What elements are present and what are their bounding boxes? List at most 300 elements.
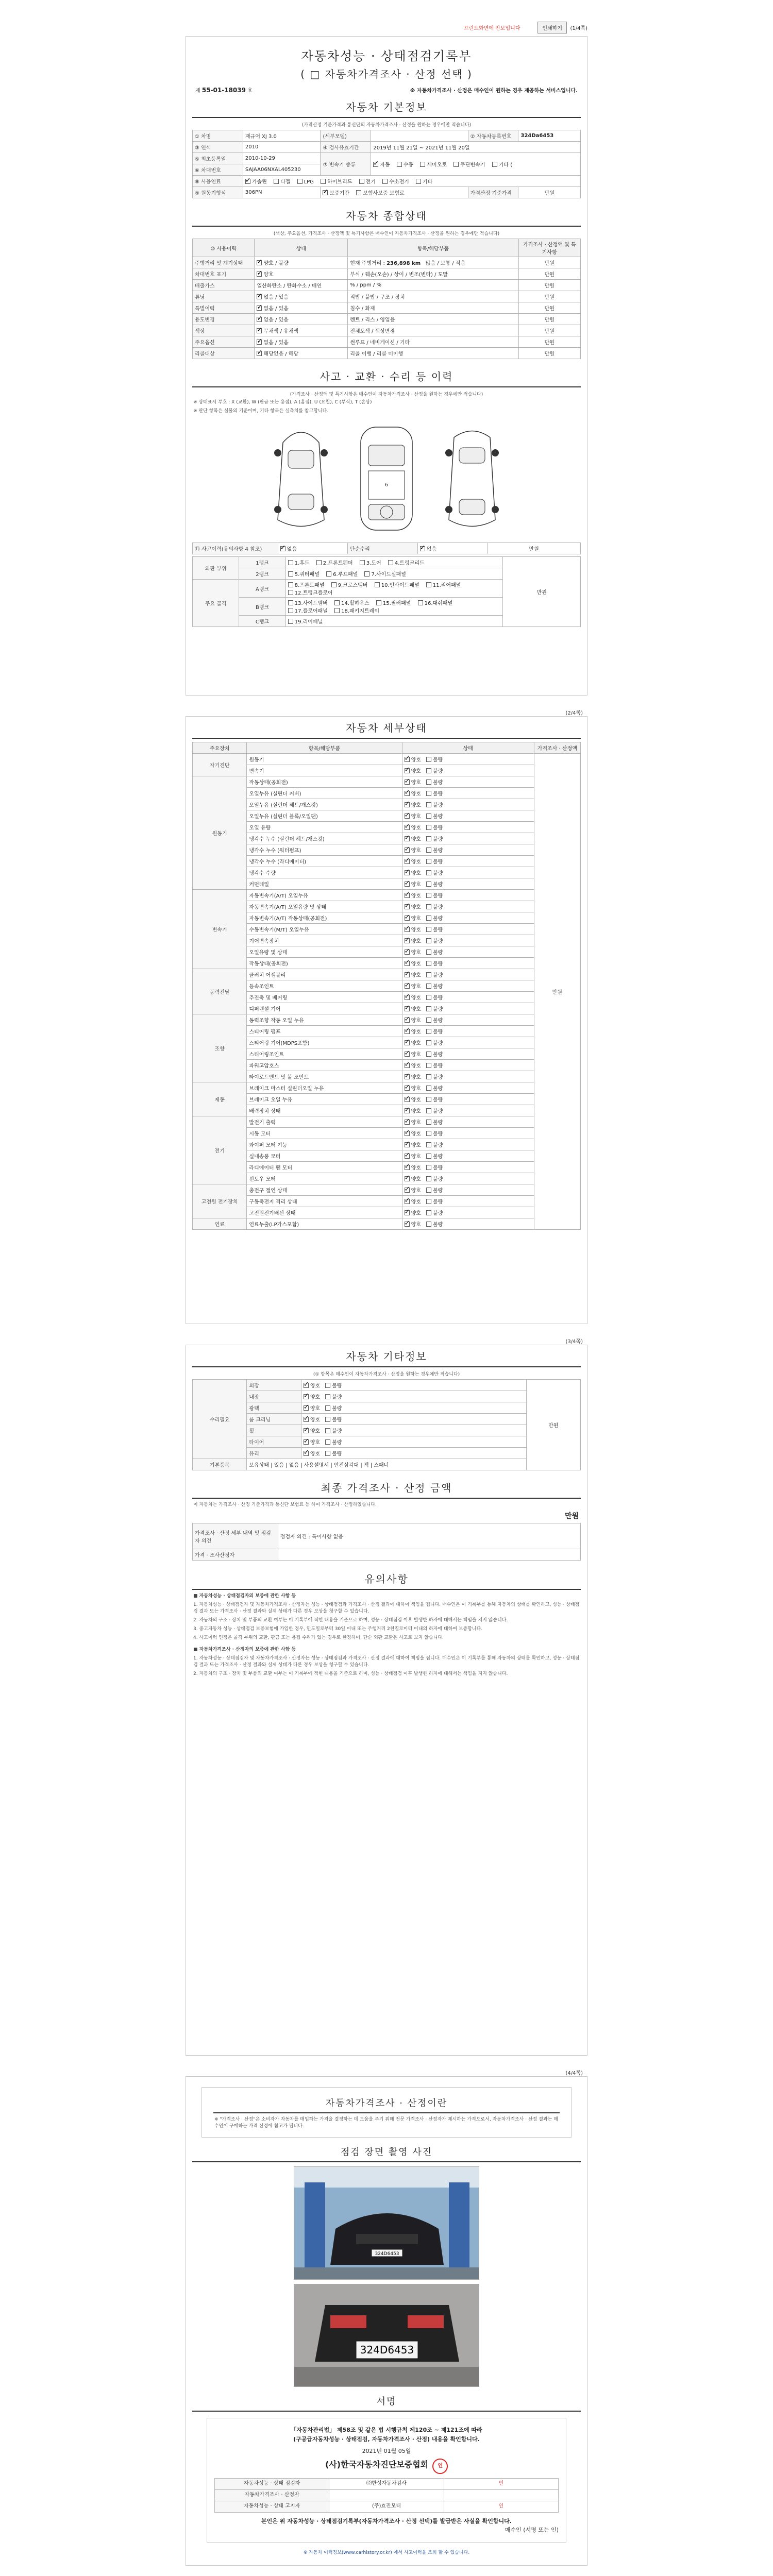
other-item-label: 룸 크리닝 bbox=[247, 1414, 301, 1425]
checkbox[interactable] bbox=[426, 1199, 431, 1204]
checkbox[interactable] bbox=[364, 571, 369, 577]
checkbox[interactable] bbox=[257, 328, 262, 333]
table-row bbox=[193, 1414, 581, 1425]
item-state bbox=[402, 1048, 534, 1060]
row-price: 만원 bbox=[518, 314, 581, 325]
checkbox[interactable] bbox=[405, 870, 410, 875]
item-label: 냉각수 누수 (라디에이터) bbox=[247, 856, 402, 867]
checkbox[interactable] bbox=[405, 1097, 410, 1102]
car-front-photo bbox=[294, 2167, 479, 2280]
checkbox[interactable] bbox=[325, 1405, 330, 1411]
history-label: ⑪ 사고이력(유의사항 4 참조) bbox=[193, 543, 278, 554]
group-label: 자기진단 bbox=[193, 754, 247, 776]
checkbox[interactable] bbox=[334, 608, 340, 613]
checkbox[interactable] bbox=[405, 779, 410, 785]
checkbox[interactable] bbox=[304, 1383, 309, 1388]
state-option bbox=[426, 1018, 443, 1024]
state-text: 없음 / 있음 bbox=[263, 317, 289, 323]
checkbox[interactable] bbox=[405, 1063, 410, 1068]
state-option bbox=[426, 757, 443, 763]
sign-date: 2021년 01월 05일 bbox=[362, 2448, 411, 2455]
checkbox[interactable] bbox=[325, 1383, 330, 1388]
option-hybrid: 하이브리드 bbox=[327, 179, 352, 185]
state-text: 양호 bbox=[411, 905, 421, 910]
checkbox[interactable] bbox=[257, 260, 262, 265]
row-label: 특별이력 bbox=[193, 302, 255, 314]
checkbox[interactable] bbox=[426, 870, 431, 875]
checkbox[interactable] bbox=[304, 1439, 309, 1445]
checkbox[interactable] bbox=[426, 916, 431, 921]
table-header-row bbox=[193, 239, 581, 257]
checkbox[interactable] bbox=[426, 938, 431, 943]
checkbox[interactable] bbox=[426, 1086, 431, 1091]
item-label: 디퍼렌셜 기어 bbox=[247, 1003, 402, 1014]
checkbox[interactable] bbox=[426, 1154, 431, 1159]
item-state bbox=[402, 890, 534, 901]
table-row bbox=[193, 557, 581, 568]
col-price: 가격조사 · 산정액 bbox=[534, 742, 580, 754]
state-text: 불량 bbox=[432, 1188, 443, 1194]
checkbox[interactable] bbox=[405, 848, 410, 853]
checkbox[interactable] bbox=[405, 1108, 410, 1113]
item-label: 구동축전지 격리 상태 bbox=[247, 1196, 402, 1207]
other-item-state bbox=[301, 1391, 526, 1402]
table-row bbox=[193, 257, 581, 268]
rank-b: B랭크 bbox=[239, 598, 285, 616]
detail-price: 만원 bbox=[534, 754, 580, 1230]
checkbox[interactable] bbox=[405, 1120, 410, 1125]
final-table bbox=[192, 1523, 581, 1561]
checkbox[interactable] bbox=[325, 1439, 330, 1445]
checkbox-hydrogen[interactable] bbox=[382, 179, 388, 184]
state-option bbox=[426, 791, 443, 797]
checkbox[interactable] bbox=[405, 802, 410, 807]
checkbox[interactable] bbox=[426, 893, 431, 898]
checkbox[interactable] bbox=[426, 802, 431, 807]
table-row bbox=[193, 1082, 581, 1094]
checkbox[interactable] bbox=[426, 972, 431, 977]
checkbox[interactable] bbox=[316, 560, 322, 565]
state-text: 없음 / 있음 bbox=[263, 295, 289, 300]
checkbox[interactable] bbox=[426, 825, 431, 830]
state-option bbox=[405, 848, 421, 854]
checkbox[interactable] bbox=[304, 1451, 309, 1456]
checkbox[interactable] bbox=[426, 1131, 431, 1136]
option-other: 기타 ( bbox=[498, 162, 513, 168]
caution-subtitle-1: ■ 자동차성능 · 상태점검자의 보증에 관한 사항 등 bbox=[193, 1594, 296, 1599]
history-link[interactable]: ※ 자동차 이력정보(www.carhistory.or.kr) 에서 사고이력을 조회 할 수 있습니다. bbox=[303, 2550, 470, 2556]
checkbox[interactable] bbox=[405, 1176, 410, 1181]
state-text: 불량 bbox=[332, 1429, 342, 1434]
checkbox[interactable] bbox=[426, 582, 431, 587]
checkbox[interactable] bbox=[405, 904, 410, 909]
checkbox[interactable] bbox=[304, 1428, 309, 1433]
checkbox[interactable] bbox=[405, 893, 410, 898]
part: 12.트렁크플로어 bbox=[294, 590, 333, 597]
checkbox[interactable] bbox=[426, 848, 431, 853]
checkbox[interactable] bbox=[325, 1394, 330, 1399]
checkbox[interactable] bbox=[426, 1120, 431, 1125]
checkbox[interactable] bbox=[257, 294, 262, 299]
checkbox[interactable] bbox=[325, 1451, 330, 1456]
table-row bbox=[193, 1026, 581, 1037]
table-row bbox=[193, 314, 581, 325]
state-option bbox=[426, 882, 443, 888]
state-text: 양호 bbox=[411, 1109, 421, 1114]
part: 16.대쉬패널 bbox=[424, 601, 453, 607]
table-row bbox=[193, 1549, 581, 1561]
state-text: 양호 bbox=[411, 757, 421, 763]
document-header bbox=[186, 46, 587, 81]
model-value: 재규어 XJ 3.0 bbox=[243, 130, 321, 142]
transmission-options bbox=[371, 153, 581, 176]
checkbox[interactable] bbox=[426, 1052, 431, 1057]
group-label: 고전원 전기장치 bbox=[193, 1184, 247, 1218]
item-state bbox=[402, 1207, 534, 1218]
table-row bbox=[193, 992, 581, 1003]
checkbox[interactable] bbox=[405, 1154, 410, 1159]
col-item: 항목/해당부품 bbox=[247, 742, 402, 754]
checkbox[interactable] bbox=[426, 904, 431, 909]
item-label: 냉각수 누수 (워터펌프) bbox=[247, 844, 402, 856]
front-photo bbox=[294, 2166, 479, 2280]
checkbox-gasoline[interactable] bbox=[245, 179, 250, 184]
checkbox-electric[interactable] bbox=[359, 179, 364, 184]
table-row bbox=[193, 946, 581, 958]
state-text: 양호 bbox=[310, 1417, 321, 1423]
checkbox[interactable] bbox=[405, 1018, 410, 1023]
checkbox[interactable] bbox=[426, 757, 431, 762]
checkbox[interactable] bbox=[304, 1394, 309, 1399]
checkbox[interactable] bbox=[257, 351, 262, 356]
checkbox[interactable] bbox=[426, 1210, 431, 1215]
checkbox[interactable] bbox=[426, 1063, 431, 1068]
summary-table bbox=[192, 239, 581, 359]
checkbox[interactable] bbox=[375, 582, 380, 587]
state-option bbox=[405, 984, 421, 990]
dealer-value: (주)효진모터 bbox=[329, 2501, 444, 2512]
state-option bbox=[426, 1143, 443, 1148]
state-option bbox=[426, 1222, 443, 1228]
state-option bbox=[304, 1440, 320, 1446]
checkbox[interactable] bbox=[405, 1086, 410, 1091]
item-label: 냉각수 누수 (실린더 헤드/개스킷) bbox=[247, 833, 402, 844]
checkbox[interactable] bbox=[426, 1040, 431, 1045]
checkbox[interactable] bbox=[405, 1165, 410, 1170]
item-state bbox=[402, 1162, 534, 1173]
table-row bbox=[193, 1116, 581, 1128]
checkbox[interactable] bbox=[426, 791, 431, 796]
part: 6.루프패널 bbox=[333, 572, 358, 578]
state-text: 불량 bbox=[432, 950, 443, 956]
state-text: 불량 bbox=[432, 905, 443, 910]
state-text: 불량 bbox=[432, 939, 443, 944]
table-row bbox=[193, 1196, 581, 1207]
item-label: 스티어링조인트 bbox=[247, 1048, 402, 1060]
option-gasoline: 가솔린 bbox=[251, 179, 267, 185]
checkbox-other[interactable] bbox=[492, 162, 497, 167]
checkbox[interactable] bbox=[405, 1052, 410, 1057]
state-text: 불량 bbox=[432, 1075, 443, 1080]
state-text: 양호 bbox=[411, 882, 421, 888]
model-label: ① 차명 bbox=[193, 130, 243, 142]
checkbox[interactable] bbox=[405, 791, 410, 796]
row-label: 색상 bbox=[193, 325, 255, 336]
checkbox[interactable] bbox=[257, 317, 262, 322]
sign-text-1: 「자동차관리법」 제58조 및 같은 법 시행규칙 제120조 ~ 제121조에 따라 bbox=[291, 2427, 482, 2434]
checkbox-fuel-other[interactable] bbox=[416, 179, 421, 184]
first-registration-label: ⑤ 최초등록일 bbox=[193, 153, 243, 164]
summary-title: 자동차 종합상태 bbox=[346, 210, 427, 222]
checkbox[interactable] bbox=[280, 546, 285, 551]
checkbox[interactable] bbox=[405, 859, 410, 864]
option-fuel-other: 기타 bbox=[422, 179, 433, 185]
checkbox[interactable] bbox=[325, 1417, 330, 1422]
checkbox[interactable] bbox=[405, 1199, 410, 1204]
checkbox[interactable] bbox=[405, 1029, 410, 1034]
checkbox[interactable] bbox=[388, 560, 393, 565]
checkbox[interactable] bbox=[405, 1131, 410, 1136]
state-option bbox=[405, 1143, 421, 1148]
checkbox[interactable] bbox=[288, 608, 293, 613]
checkbox[interactable] bbox=[426, 836, 431, 841]
state-text: 양호 bbox=[411, 939, 421, 944]
checkbox[interactable] bbox=[426, 1074, 431, 1079]
photo-title: 점검 장면 촬영 사진 bbox=[340, 2147, 433, 2158]
checkbox[interactable] bbox=[405, 927, 410, 932]
checkbox-warranty[interactable] bbox=[323, 190, 328, 195]
checkbox[interactable] bbox=[426, 1176, 431, 1181]
table-row bbox=[193, 810, 581, 822]
accident-note: (가격조사 · 산정액 및 특기사항은 매수인이 자동차가격조사 · 산정을 원하는 경우에만 적습니다) bbox=[290, 392, 483, 397]
checkbox[interactable] bbox=[405, 1074, 410, 1079]
checkbox[interactable] bbox=[376, 600, 381, 605]
checkbox[interactable] bbox=[426, 1188, 431, 1193]
checkbox-diesel[interactable] bbox=[274, 179, 279, 184]
checkbox[interactable] bbox=[426, 1142, 431, 1147]
state-text: 불량 bbox=[432, 882, 443, 888]
checkbox[interactable] bbox=[405, 814, 410, 819]
state-text: 불량 bbox=[432, 1222, 443, 1228]
checkbox[interactable] bbox=[405, 1210, 410, 1215]
checkbox-manual[interactable] bbox=[397, 162, 402, 167]
checkbox[interactable] bbox=[426, 1029, 431, 1034]
checkbox[interactable] bbox=[426, 950, 431, 955]
row-item: 리콜 이행 / 리콜 미이행 bbox=[348, 348, 518, 359]
divider bbox=[192, 1366, 581, 1367]
checkbox[interactable] bbox=[326, 571, 331, 577]
state-option bbox=[426, 1086, 443, 1092]
legend-2: ※ 판단 항목은 실물의 기준이며, 기타 항목은 실측치를 참고합니다. bbox=[193, 409, 329, 414]
inspector-seal: 인 bbox=[444, 2478, 558, 2489]
table-row bbox=[193, 543, 581, 554]
checkbox[interactable] bbox=[405, 938, 410, 943]
checkbox[interactable] bbox=[405, 916, 410, 921]
checkbox-lpg[interactable] bbox=[297, 179, 303, 184]
checkbox[interactable] bbox=[288, 600, 293, 605]
checkbox[interactable] bbox=[426, 768, 431, 773]
checkbox[interactable] bbox=[405, 757, 410, 762]
state-text: 양호 bbox=[411, 1177, 421, 1182]
item-state bbox=[402, 1060, 534, 1071]
state-text: 불량 bbox=[432, 871, 443, 876]
table-row bbox=[193, 130, 581, 142]
item-state bbox=[402, 1082, 534, 1094]
outer-label: 외판 부위 bbox=[193, 557, 239, 580]
checkbox[interactable] bbox=[304, 1417, 309, 1422]
option-cvt: 무단변속기 bbox=[460, 162, 485, 168]
divider bbox=[192, 117, 581, 118]
checkbox[interactable] bbox=[426, 1018, 431, 1023]
table-row bbox=[193, 1218, 581, 1230]
checkbox[interactable] bbox=[426, 1006, 431, 1011]
checkbox-cvt[interactable] bbox=[453, 162, 459, 167]
checkbox[interactable] bbox=[405, 1006, 410, 1011]
inspector-value: ㈜한성자동차검사 bbox=[329, 2478, 444, 2489]
final-text: 이 자동차는 가격조사 · 산정 기준가격과 통신단 보험료 등 하여 가격조사 · 산정하였습니다. bbox=[193, 1502, 377, 1507]
table-row bbox=[193, 958, 581, 969]
checkbox[interactable] bbox=[405, 1222, 410, 1227]
checkbox[interactable] bbox=[426, 984, 431, 989]
checkbox[interactable] bbox=[405, 1040, 410, 1045]
checkbox[interactable] bbox=[257, 340, 262, 345]
state-option bbox=[405, 791, 421, 797]
checkbox[interactable] bbox=[304, 1405, 309, 1411]
item-label: 등속조인트 bbox=[247, 980, 402, 992]
checkbox[interactable] bbox=[405, 825, 410, 830]
checkbox-auto[interactable] bbox=[373, 162, 378, 167]
checkbox[interactable] bbox=[426, 1108, 431, 1113]
checkbox[interactable] bbox=[418, 600, 423, 605]
checkbox[interactable] bbox=[426, 927, 431, 932]
item-text: 많음 / 보통 / 적음 bbox=[425, 261, 466, 266]
state-text: 양호 bbox=[411, 927, 421, 933]
checkbox[interactable] bbox=[405, 768, 410, 773]
checkbox[interactable] bbox=[426, 961, 431, 966]
table-row bbox=[193, 1207, 581, 1218]
checkbox[interactable] bbox=[257, 272, 262, 277]
state-text: 불량 bbox=[432, 859, 443, 865]
state-option bbox=[426, 1120, 443, 1126]
state-text: 불량 bbox=[432, 961, 443, 967]
summary-note: (색상, 주요옵션, 가격조사 · 산정액 및 특기사항은 매수인이 자동차가격조사 · 산정을 원하는 경우에만 적습니다) bbox=[273, 231, 500, 236]
checkbox-insurance[interactable] bbox=[356, 190, 361, 195]
other-item-label: 내장 bbox=[247, 1391, 301, 1402]
checkbox[interactable] bbox=[288, 560, 293, 565]
state-option bbox=[426, 1188, 443, 1194]
row-price: 만원 bbox=[518, 268, 581, 280]
checkbox[interactable] bbox=[426, 779, 431, 785]
checkbox-hybrid[interactable] bbox=[321, 179, 326, 184]
item-state bbox=[402, 1218, 534, 1230]
state-option bbox=[426, 905, 443, 910]
row-item: 적법 / 불법 / 구조 / 장치 bbox=[348, 291, 518, 302]
state-option bbox=[325, 1383, 342, 1389]
item-state bbox=[402, 924, 534, 935]
checkbox[interactable] bbox=[331, 582, 337, 587]
state-text: 불량 bbox=[432, 995, 443, 1001]
checkbox[interactable] bbox=[405, 995, 410, 1000]
checkbox[interactable] bbox=[257, 306, 262, 311]
sign-company bbox=[214, 2458, 559, 2474]
checkbox[interactable] bbox=[325, 1428, 330, 1433]
table-row bbox=[193, 833, 581, 844]
state-text: 양호 bbox=[411, 893, 421, 899]
checkbox[interactable] bbox=[426, 859, 431, 864]
parts-rank-a bbox=[285, 580, 503, 598]
part: 3.도어 bbox=[366, 561, 381, 567]
item-state bbox=[402, 754, 534, 765]
state-text: 양호 bbox=[310, 1395, 321, 1400]
checkbox[interactable] bbox=[405, 984, 410, 989]
other-item-label: 휠 bbox=[247, 1425, 301, 1436]
item-label: 오일누유 (실린더 커버) bbox=[247, 788, 402, 799]
item-label: 파워고압호스 bbox=[247, 1060, 402, 1071]
state-text: 불량 bbox=[432, 757, 443, 763]
print-button[interactable]: 인쇄하기 bbox=[537, 22, 567, 33]
fuel-options bbox=[243, 176, 580, 187]
checkbox[interactable] bbox=[405, 950, 410, 955]
state-option bbox=[405, 780, 421, 786]
checkbox[interactable] bbox=[405, 961, 410, 966]
row-label: 튜닝 bbox=[193, 291, 255, 302]
checkbox[interactable] bbox=[288, 571, 293, 577]
checkbox[interactable] bbox=[426, 1097, 431, 1102]
checkbox[interactable] bbox=[405, 1188, 410, 1193]
item-label: 자동변속기(A/T) 오일유량 및 상태 bbox=[247, 901, 402, 912]
state-option bbox=[426, 995, 443, 1001]
group-label: 연료 bbox=[193, 1218, 247, 1230]
state-option bbox=[426, 825, 443, 831]
checkbox[interactable] bbox=[360, 560, 365, 565]
year-label: ③ 연식 bbox=[193, 142, 243, 153]
checkbox[interactable] bbox=[288, 619, 293, 624]
state-option bbox=[405, 769, 421, 774]
page-4 bbox=[186, 2071, 587, 2566]
checkbox[interactable] bbox=[405, 972, 410, 977]
state-text: 불량 bbox=[432, 848, 443, 854]
row-price: 만원 bbox=[518, 336, 581, 348]
checkbox[interactable] bbox=[405, 836, 410, 841]
checkbox[interactable] bbox=[334, 600, 340, 605]
state-text: 양호 bbox=[411, 961, 421, 967]
state-option bbox=[405, 1086, 421, 1092]
checkbox[interactable] bbox=[405, 1142, 410, 1147]
state-text: 불량 bbox=[332, 1395, 342, 1400]
rank-c: C랭크 bbox=[239, 616, 285, 627]
assessor-seal bbox=[444, 2489, 558, 2501]
state-text: 양호 bbox=[411, 1052, 421, 1058]
checkbox[interactable] bbox=[288, 582, 293, 587]
checkbox[interactable] bbox=[405, 882, 410, 887]
state-text: 양호 bbox=[310, 1440, 321, 1446]
item-state bbox=[402, 935, 534, 946]
dealer-seal: 인 bbox=[444, 2501, 558, 2512]
checkbox-semi[interactable] bbox=[420, 162, 425, 167]
item-label: 타이로드엔드 및 볼 조인트 bbox=[247, 1071, 402, 1082]
opinion-label: 가격조사 · 산정 세부 내역 및 점검자 의견 bbox=[193, 1523, 278, 1549]
checkbox[interactable] bbox=[426, 995, 431, 1000]
plate-label: ② 자동차등록번호 bbox=[468, 130, 518, 142]
page-number: (4/4쪽) bbox=[565, 2071, 583, 2076]
checkbox[interactable] bbox=[426, 1165, 431, 1170]
checkbox[interactable] bbox=[426, 814, 431, 819]
checkbox[interactable] bbox=[288, 590, 293, 595]
checkbox[interactable] bbox=[426, 882, 431, 887]
checkbox[interactable] bbox=[426, 1222, 431, 1227]
buyer-sign-placeholder: (서명 또는 인) bbox=[523, 2527, 559, 2534]
checkbox[interactable] bbox=[420, 546, 425, 551]
